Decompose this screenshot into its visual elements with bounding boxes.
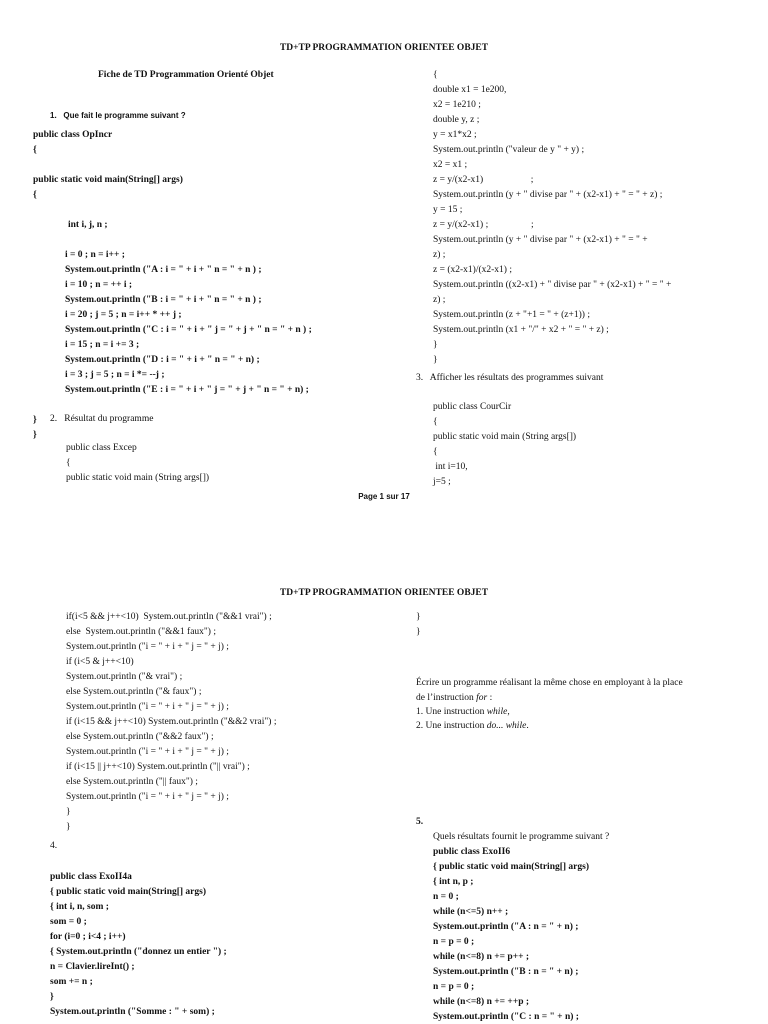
code-line: System.out.println (y + " divise par " + (x2-x1) + " = " + xyxy=(433,235,648,245)
code-line: else System.out.println ("|| faux") ; xyxy=(66,777,198,787)
code-line: double x1 = 1e200, xyxy=(433,85,507,95)
code-line: System.out.println ("valeur de y " + y) ; xyxy=(433,145,585,155)
question-1-code xyxy=(33,128,312,443)
code-line: public class ExoII6 xyxy=(433,847,511,857)
page-title-2: TD+TP PROGRAMMATION ORIENTEE OBJET xyxy=(279,588,489,598)
item-2-suffix: . xyxy=(526,721,529,731)
code-line: som += n ; xyxy=(50,977,93,987)
question-1-label: 1. Que fait le programme suivant ? xyxy=(50,111,186,120)
code-line: z = y/(x2-x1) ; ; xyxy=(433,220,534,230)
code-line: n = p = 0 ; xyxy=(433,937,475,947)
code-line: n = Clavier.lireInt() ; xyxy=(50,962,135,972)
code-line: System.out.println ((x2-x1) + " divise par " + (x2-x1) + " = " + xyxy=(433,280,672,290)
code-line: System.out.println (y + " divise par " + (x2-x1) + " = " + z) ; xyxy=(433,190,663,200)
code-line: { int n, p ; xyxy=(433,877,474,887)
code-line: System.out.println ("B : n = " + n) ; xyxy=(433,967,579,977)
code-line: } xyxy=(416,612,421,622)
code-line: } xyxy=(50,992,54,1002)
code-line: System.out.println ("i = " + i + " j = " + j) ; xyxy=(66,792,229,802)
code-line: for (i=0 ; i<4 ; i++) xyxy=(50,932,126,942)
code-line: i = 15 ; n = i += 3 ; xyxy=(65,340,140,350)
code-line: System.out.println (z + "+1 = " + (z+1)) ; xyxy=(433,310,590,320)
code-line: { public static void main(String[] args) xyxy=(433,862,590,872)
question-4-code xyxy=(50,870,227,1020)
question-5-label: 5. xyxy=(416,817,424,827)
code-line: { xyxy=(433,447,438,457)
code-line xyxy=(33,203,312,218)
code-line xyxy=(33,398,312,413)
code-line: x2 = x1 ; xyxy=(433,160,468,170)
code-line: } xyxy=(433,340,438,350)
code-line: System.out.println ("C : i = " + i + " j = " + j + " n = " + n ) ; xyxy=(65,325,312,335)
code-line: public static void main (String args[]) xyxy=(433,432,577,442)
code-line: public class CourCir xyxy=(433,402,512,412)
code-line: i = 0 ; n = i++ ; xyxy=(65,250,125,260)
code-line: x2 = 1e210 ; xyxy=(433,100,481,110)
exercise-text-line-1: Écrire un programme réalisant la même chose en employant à la place xyxy=(416,678,683,688)
code-line: public static void main(String[] args) xyxy=(33,175,183,185)
code-line: if (i<15 || j++<10) System.out.println ("|| vrai") ; xyxy=(66,762,250,772)
code-line: while (n<=8) n += p++ ; xyxy=(433,952,530,962)
item-1-prefix: 1. Une instruction xyxy=(416,707,487,717)
code-line: i = 10 ; n = ++ i ; xyxy=(65,280,133,290)
code-line: System.out.println ("Somme : " + som) ; xyxy=(50,1007,215,1017)
code-line: if (i<15 && j++<10) System.out.println ("&&2 vrai") ; xyxy=(66,717,277,727)
code-line xyxy=(33,158,312,173)
code-line: } xyxy=(33,430,37,440)
question-2-label: 2. Résultat du programme xyxy=(50,414,154,424)
code-line: if(i<5 && j++<10) System.out.println ("&&1 vrai") ; xyxy=(66,612,272,622)
code-line: double y, z ; xyxy=(433,115,480,125)
code-line: while (n<=5) n++ ; xyxy=(433,907,509,917)
document-page-2 xyxy=(0,512,768,1024)
code-line: else System.out.println ("& faux") ; xyxy=(66,687,202,697)
code-line: n = p = 0 ; xyxy=(433,982,475,992)
code-line: System.out.println ("& vrai") ; xyxy=(66,672,183,682)
code-line: System.out.println ("E : i = " + i + " j = " + j + " n = " + n) ; xyxy=(65,385,309,395)
code-line: System.out.println ("i = " + i + " j = " + j) ; xyxy=(66,702,229,712)
subtitle: Fiche de TD Programmation Orienté Objet xyxy=(98,70,274,80)
code-line: z = y/(x2-x1) ; xyxy=(433,175,534,185)
code-line: System.out.println ("D : i = " + i + " n = " + n) ; xyxy=(65,355,260,365)
code-line: System.out.println ("A : i = " + i + " n = " + n ) ; xyxy=(65,265,262,275)
exercise-item-2 xyxy=(416,719,529,734)
code-line: { public static void main(String[] args) xyxy=(50,887,207,897)
item-1-suffix: , xyxy=(507,707,510,717)
code-line: System.out.println ("B : i = " + i + " n = " + n ) ; xyxy=(65,295,262,305)
item-2-prefix: 2. Une instruction xyxy=(416,721,487,731)
code-line: { xyxy=(33,190,37,200)
code-line: y = 15 ; xyxy=(433,205,463,215)
code-line: i = 20 ; j = 5 ; n = i++ * ++ j ; xyxy=(65,310,182,320)
exercise-keyword-for: for xyxy=(476,693,488,703)
code-line: System.out.println ("C : n = " + n) ; xyxy=(433,1012,579,1022)
code-line: if (i<5 & j++<10) xyxy=(66,657,134,667)
code-line: else System.out.println ("&&2 faux") ; xyxy=(66,732,214,742)
exercise-suffix: : xyxy=(487,693,493,703)
exercise-item-1 xyxy=(416,705,510,720)
code-line: { System.out.println ("donnez un entier ") ; xyxy=(50,947,227,957)
page-title: TD+TP PROGRAMMATION ORIENTEE OBJET xyxy=(279,43,489,53)
question-5-code xyxy=(433,845,589,1024)
courcir-code-continued xyxy=(66,610,276,835)
code-line: } xyxy=(66,822,71,832)
code-line: i = 3 ; j = 5 ; n = i *= --j ; xyxy=(65,370,165,380)
code-line: public class ExoII4a xyxy=(50,872,132,882)
code-line xyxy=(33,233,312,248)
code-line: z) ; xyxy=(433,295,446,305)
code-line: { xyxy=(433,70,438,80)
code-line: public static void main (String args[]) xyxy=(66,473,210,483)
code-line: n = 0 ; xyxy=(433,892,459,902)
excep-code-continued xyxy=(433,68,671,368)
code-line: j=5 ; xyxy=(433,477,451,487)
code-line: z = (x2-x1)/(x2-x1) ; xyxy=(433,265,512,275)
code-line: int i=10, xyxy=(433,462,468,472)
item-1-keyword: while xyxy=(486,707,508,717)
code-line: public class Excep xyxy=(66,443,137,453)
question-3-code xyxy=(433,400,576,490)
code-line: System.out.println (x1 + "/" + x2 + " = " + z) ; xyxy=(433,325,609,335)
code-line: System.out.println ("i = " + i + " j = " + j) ; xyxy=(66,642,229,652)
code-line: y = x1*x2 ; xyxy=(433,130,477,140)
code-line: public class OpIncr xyxy=(33,130,113,140)
code-line: } xyxy=(433,355,438,365)
code-line: else System.out.println ("&&1 faux") ; xyxy=(66,627,216,637)
code-line: while (n<=8) n += ++p ; xyxy=(433,997,530,1007)
code-line: } xyxy=(66,807,71,817)
code-line: som = 0 ; xyxy=(50,917,87,927)
exercise-prefix: de l’instruction xyxy=(416,693,477,703)
code-line: System.out.println ("A : n = " + n) ; xyxy=(433,922,579,932)
question-2-code xyxy=(66,441,209,486)
code-line: { xyxy=(433,417,438,427)
question-4-label: 4. xyxy=(50,841,58,851)
question-3-label: 3. Afficher les résultats des programmes suivant xyxy=(416,373,604,383)
code-line: } xyxy=(416,627,421,637)
closing-braces xyxy=(416,610,421,640)
code-line: { int i, n, som ; xyxy=(50,902,109,912)
code-line: { xyxy=(66,458,71,468)
item-2-keyword: do... while xyxy=(486,721,527,731)
question-5-text: Quels résultats fournit le programme suivant ? xyxy=(433,832,610,842)
exercise-text-line-2 xyxy=(416,691,492,706)
code-line: System.out.println ("i = " + i + " j = " + j) ; xyxy=(66,747,229,757)
code-line: { xyxy=(33,145,37,155)
code-line: int i, j, n ; xyxy=(68,220,108,230)
page-footer: Page 1 sur 17 xyxy=(358,492,410,501)
code-line: z) ; xyxy=(433,250,446,260)
code-line: } xyxy=(33,415,37,425)
